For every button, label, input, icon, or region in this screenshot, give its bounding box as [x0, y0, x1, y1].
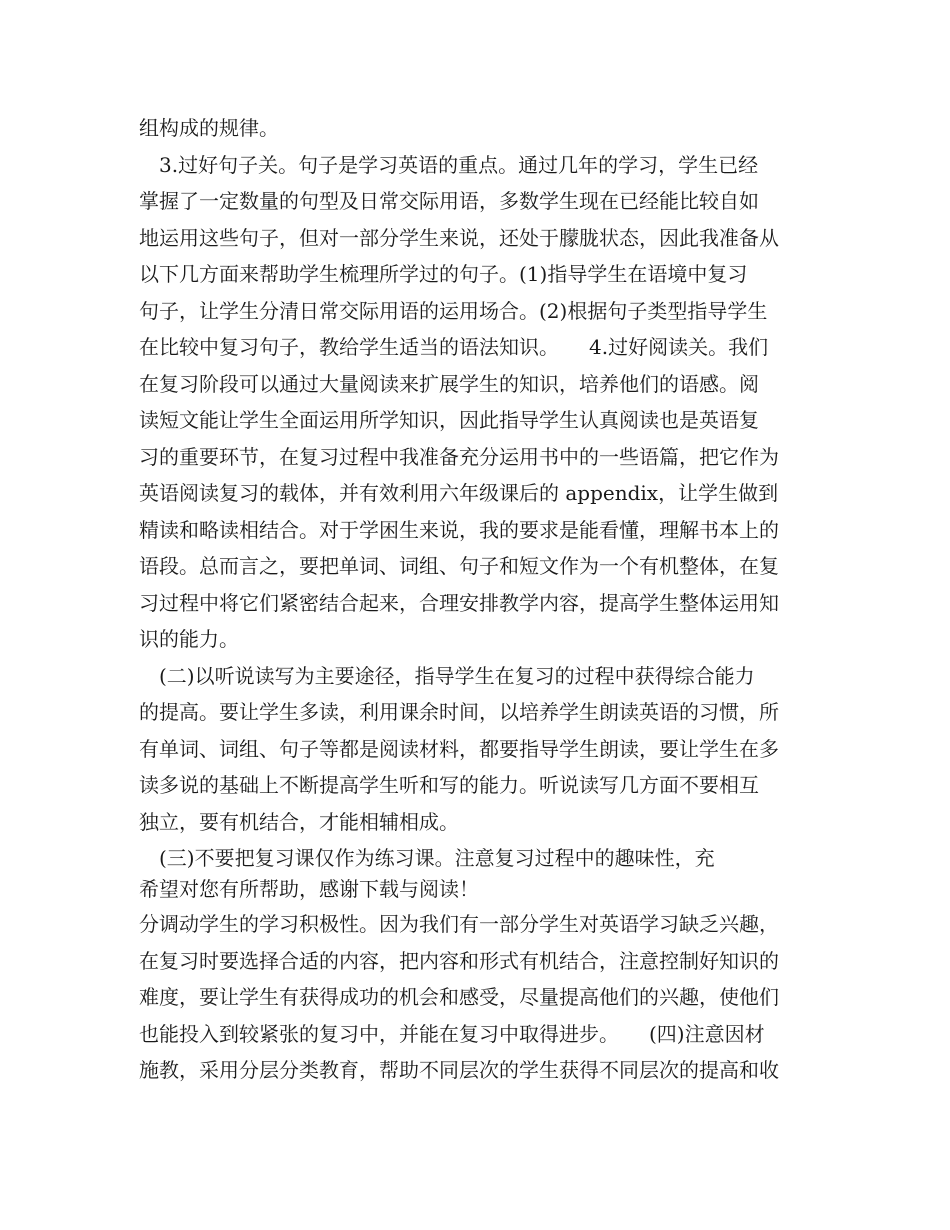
- text-line: 习过程中将它们紧密结合起来，合理安排教学内容，提高学生整体运用知: [139, 591, 779, 615]
- text-line: 地运用这些句子，但对一部分学生来说，还处于朦胧状态，因此我准备从: [139, 226, 779, 250]
- text-line: 精读和略读相结合。对于学困生来说，我的要求是能看懂，理解书本上的: [139, 518, 779, 542]
- text-line: 分调动学生的学习积极性。因为我们有一部分学生对英语学习缺乏兴趣，: [139, 912, 779, 936]
- text-line: 难度，要让学生有获得成功的机会和感受，尽量提高他们的兴趣，使他们: [139, 985, 779, 1009]
- text-line: 句子，让学生分清日常交际用语的运用场合。(2)根据句子类型指导学生: [139, 299, 768, 323]
- text-line: 以下几方面来帮助学生梳理所学过的句子。(1)指导学生在语境中复习: [139, 262, 748, 286]
- text-line: 习的重要环节，在复习过程中我准备充分运用书中的一些语篇，把它作为: [139, 445, 779, 469]
- text-line: 在复习阶段可以通过大量阅读来扩展学生的知识，培养他们的语感。阅: [139, 372, 759, 396]
- text-line: 组构成的规律。: [139, 116, 279, 140]
- text-line: 施教，采用分层分类教育，帮助不同层次的学生获得不同层次的提高和收: [139, 1058, 779, 1082]
- text-line: 独立，要有机结合，才能相辅相成。: [139, 810, 459, 834]
- text-line: 也能投入到较紧张的复习中，并能在复习中取得进步。 (四)注意因材: [139, 1022, 765, 1046]
- download-thanks-note: 希望对您有所帮助，感谢下载与阅读！: [139, 877, 479, 901]
- text-line: 的提高。要让学生多读，利用课余时间，以培养学生朗读英语的习惯，所: [139, 700, 779, 724]
- text-line: 掌握了一定数量的句型及日常交际用语，多数学生现在已经能比较自如: [139, 189, 759, 213]
- text-line: 英语阅读复习的载体，并有效利用六年级课后的 appendix，让学生做到: [139, 481, 779, 505]
- text-line: 在比较中复习句子，教给学生适当的语法知识。 4.过好阅读关。我们: [139, 335, 769, 359]
- text-line: 语段。总而言之，要把单词、词组、句子和短文作为一个有机整体，在复: [139, 554, 779, 578]
- text-line: 读短文能让学生全面运用所学知识，因此指导学生认真阅读也是英语复: [139, 408, 759, 432]
- text-line: (三)不要把复习课仅作为练习课。注意复习过程中的趣味性，充: [159, 846, 715, 870]
- text-line: 识的能力。: [139, 627, 239, 651]
- text-line: 有单词、词组、句子等都是阅读材料，都要指导学生朗读，要让学生在多: [139, 737, 779, 761]
- text-line: (二)以听说读写为主要途径，指导学生在复习的过程中获得综合能力: [159, 664, 755, 688]
- text-line: 3.过好句子关。句子是学习英语的重点。通过几年的学习，学生已经: [159, 153, 759, 177]
- text-line: 在复习时要选择合适的内容，把内容和形式有机结合，注意控制好知识的: [139, 949, 779, 973]
- text-line: 读多说的基础上不断提高学生听和写的能力。听说读写几方面不要相互: [139, 773, 759, 797]
